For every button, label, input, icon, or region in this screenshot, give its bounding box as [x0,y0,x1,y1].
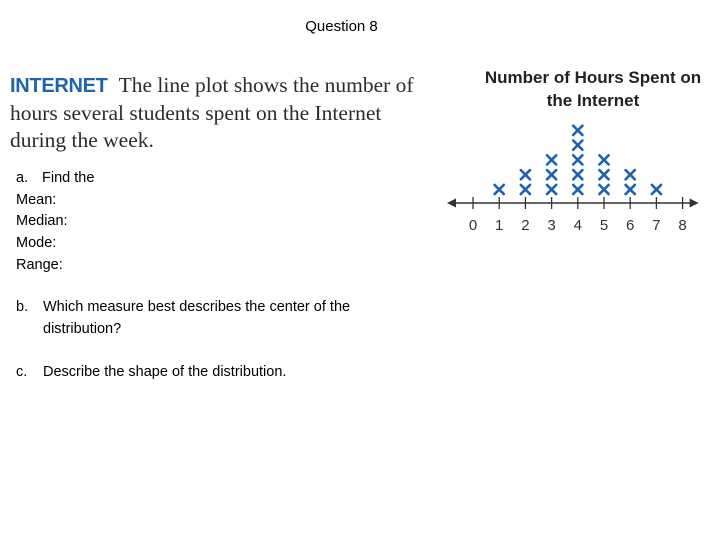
data-point-x-mark [599,185,608,194]
part-a [16,168,416,277]
tick-label: 0 [468,217,478,234]
tick-label: 8 [678,217,687,234]
tick-label: 3 [547,217,556,234]
data-point-x-mark [521,170,530,179]
data-point-x-mark [599,155,608,164]
data-point-x-mark [573,185,582,194]
data-point-x-mark [599,170,608,179]
tick-label: 6 [626,217,635,234]
part-b [16,297,416,340]
part-a-mode: Mode: [16,235,57,252]
data-point-x-mark [547,170,556,179]
data-point-x-mark [573,155,582,164]
part-c [16,362,416,384]
tick-label: 1 [495,217,504,234]
data-point-x-mark [547,155,556,164]
right-arrow-icon [690,199,699,208]
tick-label: 2 [521,217,530,234]
data-point-x-mark [626,170,635,179]
data-point-x-mark [521,185,530,194]
part-a-prompt: Find the [42,170,95,186]
data-point-x-mark [547,185,556,194]
tick-label: 4 [573,217,582,234]
tick-label: 5 [599,217,609,234]
line-plot-chart [440,118,710,238]
data-point-x-mark [573,126,582,135]
chart-title: Number of Hours Spent on the Internet [484,68,702,110]
part-a-label: a. [16,170,29,186]
part-a-mean: Mean: [16,191,57,208]
part-b-label: b. [16,299,29,315]
left-arrow-icon [447,199,456,208]
part-a-header [16,168,416,190]
data-point-x-mark [573,141,582,150]
part-a-range: Range: [16,256,63,273]
part-b-prompt: Which measure best describes the center of the distribution? [43,299,351,337]
data-point-x-mark [495,185,504,194]
problem-text: The line plot shows the number of hours several students spent on the Internet during the week. [10,73,414,152]
data-point-x-mark [652,185,661,194]
data-point-x-mark [626,185,635,194]
part-c-prompt: Describe the shape of the distribution. [43,364,287,380]
part-c-label: c. [16,364,28,380]
data-point-x-mark [573,170,582,179]
tick-label: 7 [652,217,661,234]
part-a-median: Median: [16,213,68,230]
problem-tag: INTERNET [10,75,108,97]
slide-title: Question 8 [305,18,378,35]
problem-statement [10,72,420,154]
